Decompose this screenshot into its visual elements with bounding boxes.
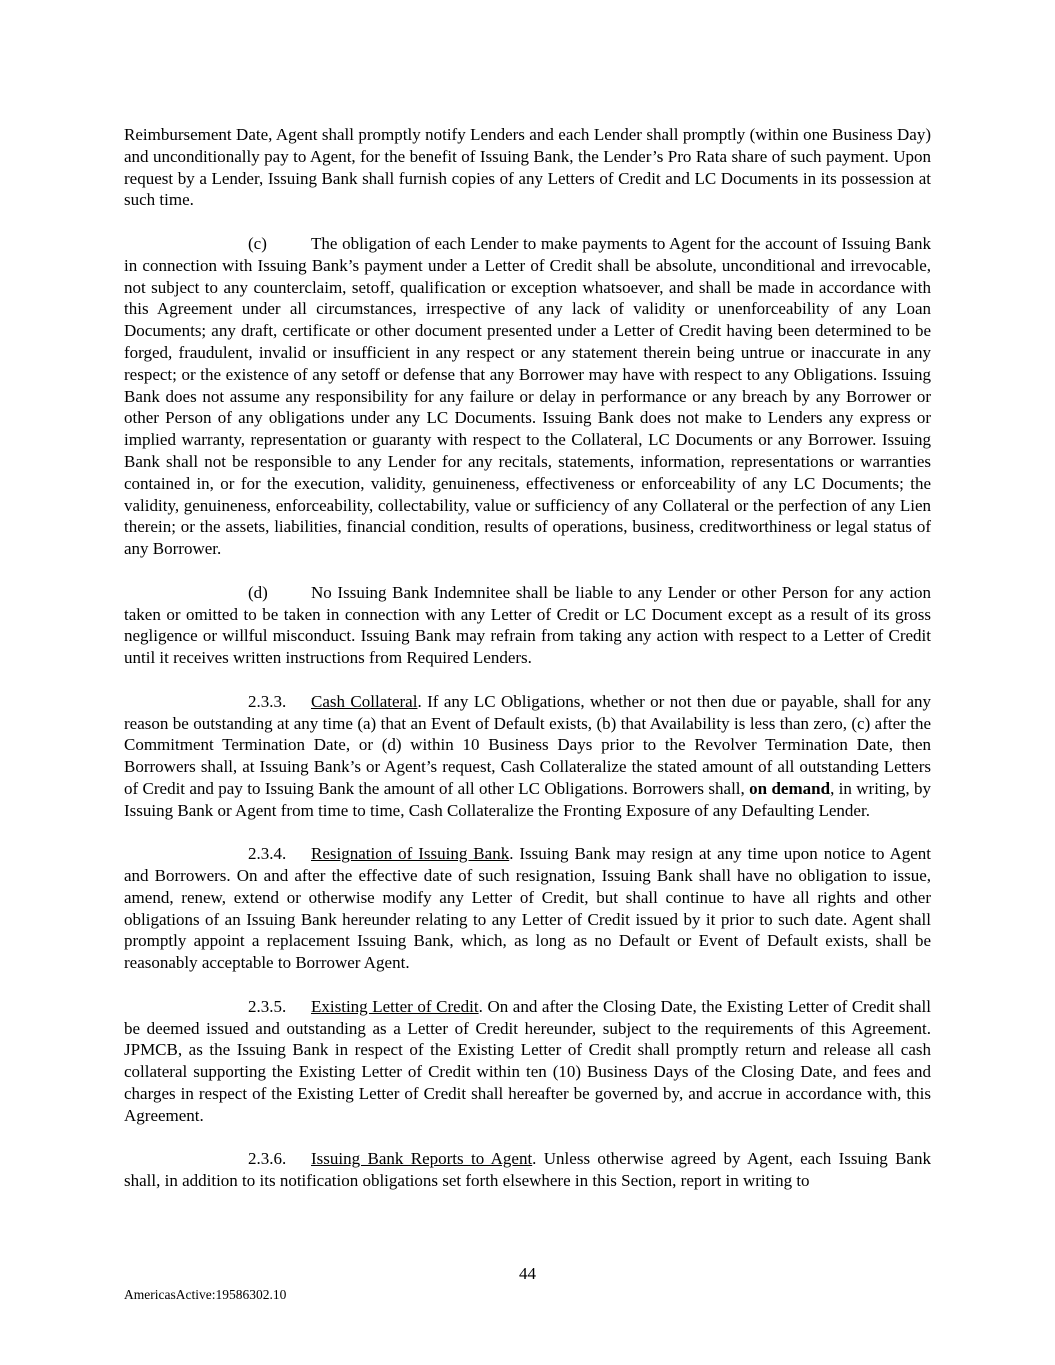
paragraph-text: No Issuing Bank Indemnitee shall be liable to any Lender or other Person for any action taken or omitted to be taken in connection with any Letter of Credit or LC Document except as a result of its gross negligence or willful misconduct. Issuing Bank may refrain from taking any action with respect to a Letter of Credit until it receives written instructions from Required Lenders. bbox=[124, 582, 931, 668]
section-2-3-3 bbox=[124, 691, 931, 822]
section-title: Existing Letter of Credit bbox=[311, 996, 479, 1016]
emphasis-text: on demand bbox=[749, 778, 831, 798]
clause-label: (c) bbox=[248, 233, 267, 253]
section-title: Cash Collateral bbox=[311, 691, 418, 711]
section-title: Issuing Bank Reports to Agent bbox=[311, 1149, 533, 1169]
section-number: 2.3.5. bbox=[248, 996, 287, 1016]
document-body bbox=[124, 124, 931, 1214]
section-2-3-6 bbox=[124, 1148, 931, 1192]
paragraph-c bbox=[124, 233, 931, 560]
document-id: AmericasActive:19586302.10 bbox=[124, 1287, 287, 1302]
section-number: 2.3.6. bbox=[248, 1149, 287, 1169]
paragraph-text: . Unless otherwise agreed by Agent, each Issuing Bank shall, in addition to its notification obligations set forth elsewhere in this Section, report in writing to bbox=[124, 1149, 931, 1191]
paragraph-text: The obligation of each Lender to make payments to Agent for the account of Issuing Bank in connection with Issuing Bank’s payment under a Letter of Credit shall be absolute, unconditional and irrevocable, not subject to any counterclaim, setoff, qualification or exception whatsoever, and shall be made in accordance with this Agreement under all circumstances, irrespective of any lack of validity or unenforceability of any Loan Documents; any draft, certificate or other document presented under a Letter of Credit having been determined to be forged, fraudulent, invalid or insufficient in any respect or any statement therein being untrue or inaccurate in any respect; or the existence of any setoff or defense that any Borrower may have with respect to any Obligations. Issuing Bank does not assume any responsibility for any failure or delay in performance or any breach by any Borrower or other Person of any obligations under any LC Documents. Issuing Bank does not make to Lenders any express or implied warranty, representation or guaranty with respect to the Collateral, LC Documents or any Borrower. Issuing Bank shall not be responsible to any Lender for any recitals, statements, information, representations or warranties contained in, or for the execution, validity, genuineness, effectiveness or enforceability of any LC Documents; the validity, genuineness, enforceability, collectability, value or sufficiency of any Collateral or the perfection of any Lien therein; or the assets, liabilities, financial condition, results of operations, business, creditworthiness or legal status of any Borrower. bbox=[124, 233, 931, 559]
section-2-3-5 bbox=[124, 996, 931, 1127]
paragraph-text: . If any LC Obligations, whether or not then due or payable, shall for any reason be outstanding at any time (a) that an Event of Default exists, (b) that Availability is less than zero, (c) after the Commitment Termination Date, or (d) within 10 Business Days prior to the Revolver Termination Date, then Borrowers shall, at Issuing Bank’s or Agent’s request, Cash Collateralize the stated amount of all outstanding Letters of Credit and pay to Issuing Bank the amount of all other LC Obligations. Borrowers shall, bbox=[124, 691, 931, 798]
section-title: Resignation of Issuing Bank bbox=[311, 844, 510, 864]
clause-label: (d) bbox=[248, 582, 268, 602]
paragraph-text: . Issuing Bank may resign at any time upon notice to Agent and Borrowers. On and after the effective date of such resignation, Issuing Bank shall have no obligation to issue, amend, renew, extend or otherwise modify any Letter of Credit, but shall continue to have all rights and other obligations of an Issuing Bank hereunder relating to any Letter of Credit issued by it prior to such date. Agent shall promptly appoint a replacement Issuing Bank, which, as long as no Default or Event of Default exists, shall be reasonably acceptable to Borrower Agent. bbox=[124, 844, 931, 973]
section-number: 2.3.3. bbox=[248, 691, 287, 711]
page-number: 44 bbox=[519, 1264, 536, 1283]
paragraph-reimbursement bbox=[124, 124, 931, 211]
paragraph-text: Reimbursement Date, Agent shall promptly notify Lenders and each Lender shall promptly (within one Business Day) and unconditionally pay to Agent, for the benefit of Issuing Bank, the Lender’s Pro Rata share of such payment. Upon request by a Lender, Issuing Bank shall furnish copies of any Letters of Credit and LC Documents in its possession at such time. bbox=[124, 125, 931, 210]
section-number: 2.3.4. bbox=[248, 844, 287, 864]
paragraph-text: , in writing, by Issuing Bank or Agent from time to time, Cash Collateralize the Fronting Exposure of any Defaulting Lender. bbox=[124, 778, 932, 820]
paragraph-d bbox=[124, 582, 931, 669]
section-2-3-4 bbox=[124, 843, 931, 974]
paragraph-text: . On and after the Closing Date, the Existing Letter of Credit shall be deemed issued and outstanding as a Letter of Credit hereunder, subject to the requirements of this Agreement. JPMCB, as the Issuing Bank in respect of the Existing Letter of Credit shall promptly return and release all cash collateral supporting the Existing Letter of Credit within ten (10) Business Days of the Closing Date, and fees and charges in respect of the Existing Letter of Credit shall hereafter be governed by, and accrue in accordance with, this Agreement. bbox=[124, 996, 931, 1125]
